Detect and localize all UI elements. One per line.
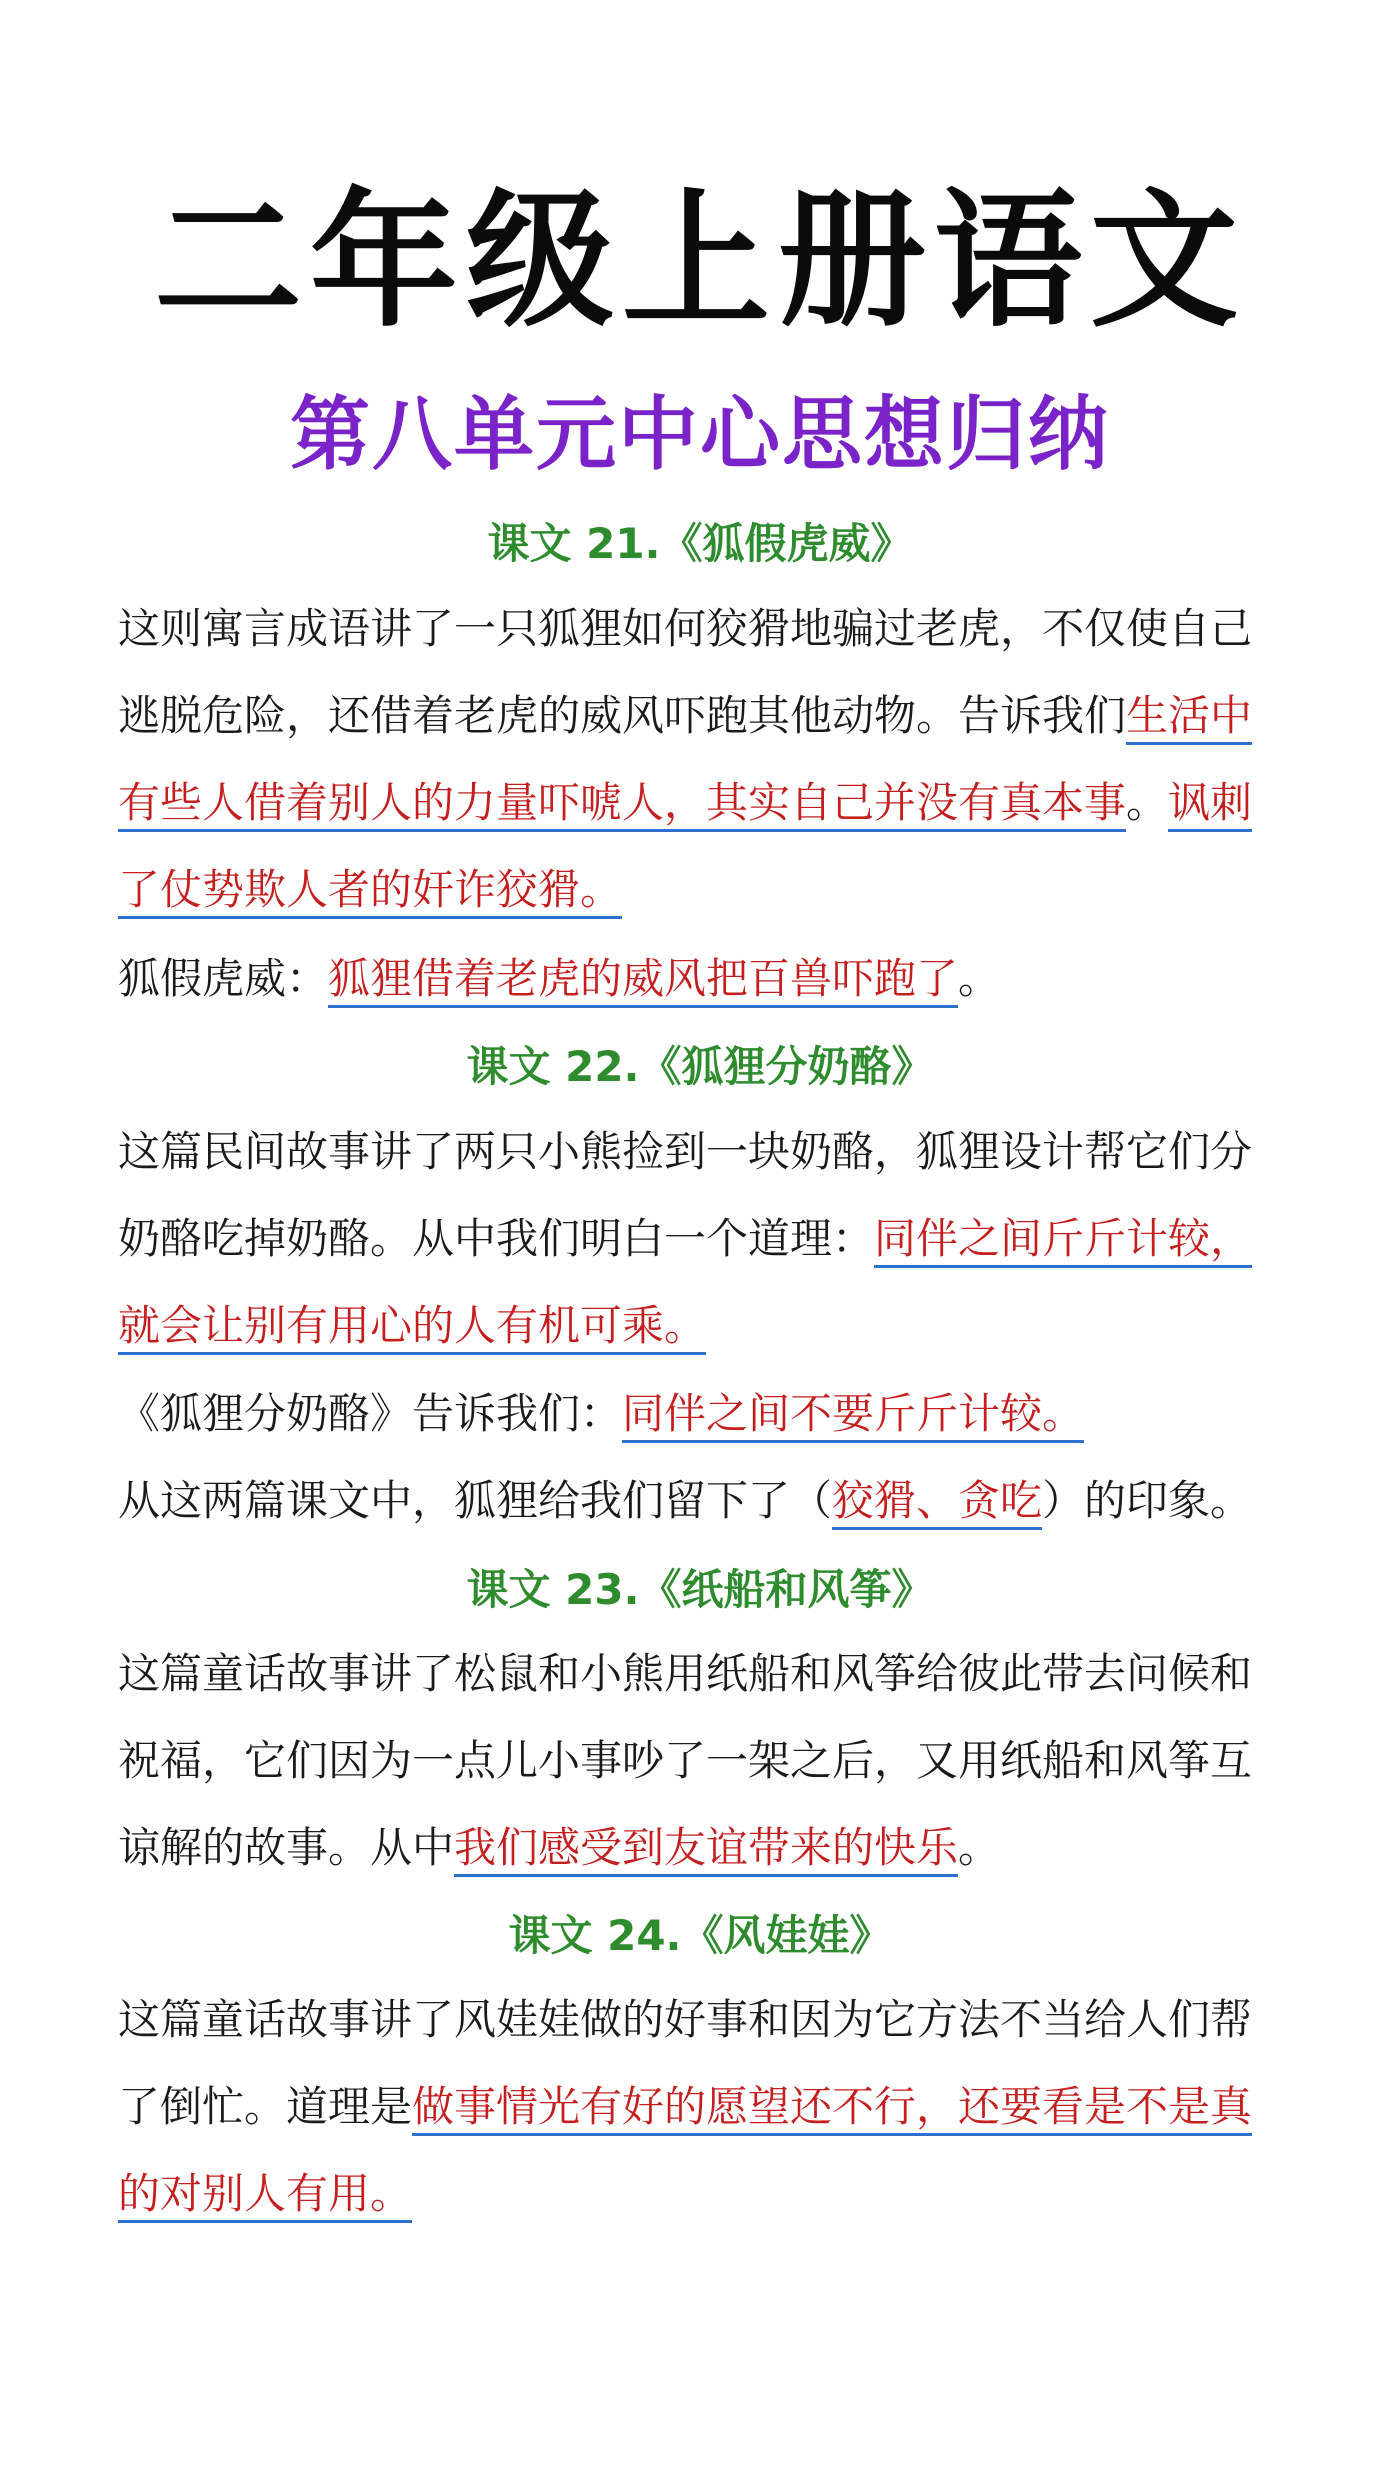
lesson-22-summary-text: 这篇民间故事讲了两只小熊捡到一块奶酪，狐狸设计帮它们分奶酪吃掉奶酪。从中我们明白一个道理： <box>118 1127 1253 1263</box>
lesson-23-key-point: 我们感受到友谊带来的快乐 <box>454 1823 958 1877</box>
lesson-24-key-point: 做事情光有好的愿望还不行，还要看是不是真的对别人有用。 <box>118 2082 1252 2223</box>
fox-impression-end: ）的印象。 <box>1042 1476 1253 1525</box>
page-title: 二年级上册语文 <box>154 175 1246 347</box>
lesson-22-heading: 课文 22.《狐狸分奶酪》 <box>466 1042 934 1091</box>
lesson-22-summary <box>118 1108 1288 1369</box>
lesson-21-heading: 课文 21.《狐假虎威》 <box>487 519 913 568</box>
lesson-22-told-point: 同伴之间不要斤斤计较。 <box>622 1389 1084 1443</box>
fox-impression-traits: 狡猾、贪吃 <box>832 1476 1042 1530</box>
lesson-24-heading: 课文 24.《风娃娃》 <box>508 1911 892 1960</box>
fox-impression-text: 从这两篇课文中，狐狸给我们留下了（ <box>118 1476 833 1525</box>
lesson-22-lesson-told <box>118 1370 1288 1457</box>
lesson-24-summary <box>118 1976 1288 2237</box>
lesson-23-heading: 课文 23.《纸船和风筝》 <box>466 1565 934 1614</box>
lesson-21-key-point: 生活中有些人借着别人的力量吓唬人，其实自己并没有真本事 <box>118 691 1252 832</box>
lesson-21-idiom-meaning <box>118 935 1288 1022</box>
lesson-21-moral: 讽刺了仗势欺人者的奸诈狡猾。 <box>118 778 1252 919</box>
page-subtitle: 第八单元中心思想归纳 <box>290 388 1110 481</box>
lesson-22-told-label: 《狐狸分奶酪》告诉我们： <box>118 1389 623 1438</box>
lesson-23-summary-text: 这篇童话故事讲了松鼠和小熊用纸船和风筝给彼此带去问候和祝福，它们因为一点儿小事吵了一架之后，又用纸船和风筝互谅解的故事。从中 <box>118 1649 1253 1872</box>
lesson-21-idiom-punct: 。 <box>958 954 1001 1003</box>
lesson-21-summary-punct: 。 <box>1126 778 1169 827</box>
lesson-24-summary-text: 这篇童话故事讲了风娃娃做的好事和因为它方法不当给人们帮了倒忙。道理是 <box>118 1995 1253 2131</box>
lesson-23-summary <box>118 1630 1288 1891</box>
lesson-23-summary-punct: 。 <box>958 1823 1001 1872</box>
fox-impression <box>118 1457 1288 1544</box>
lesson-21-idiom-definition: 狐狸借着老虎的威风把百兽吓跑了 <box>328 954 958 1008</box>
lesson-21-summary-text: 这则寓言成语讲了一只狐狸如何狡猾地骗过老虎，不仅使自己逃脱危险，还借着老虎的威风吓跑其他动物。告诉我们 <box>118 604 1253 740</box>
lesson-21-idiom-label: 狐假虎威： <box>118 954 329 1003</box>
lesson-22-key-point: 同伴之间斤斤计较，就会让别有用心的人有机可乘。 <box>118 1214 1252 1355</box>
lesson-21-summary <box>118 585 1288 933</box>
